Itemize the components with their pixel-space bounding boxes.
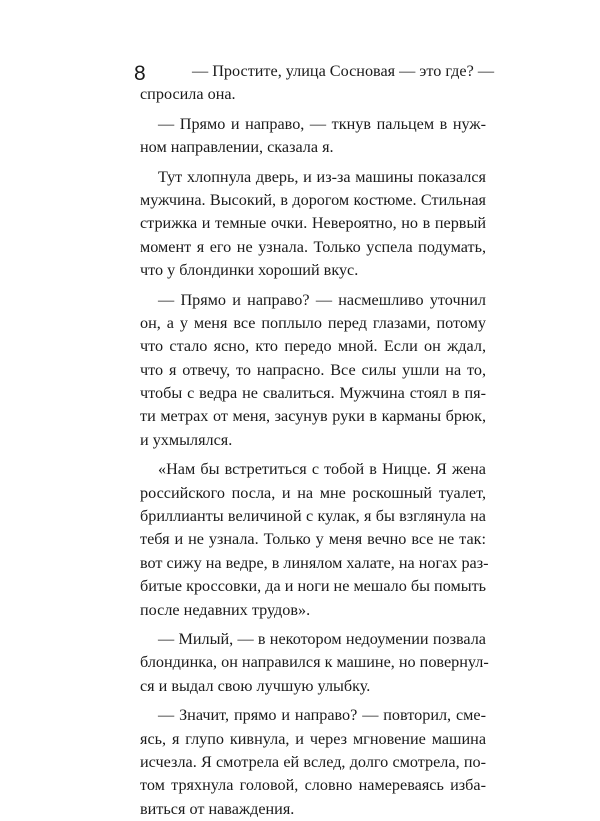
text-line: — Милый, — в некотором недоумении позвала — [158, 629, 486, 648]
text-line: и ухмылялся. — [140, 430, 233, 449]
text-line: вот сижу на ведре, в линялом халате, на ногах раз- — [140, 553, 489, 572]
text-line: тебя и не узнала. Только у меня вечно все не так: — [140, 530, 486, 549]
text-line: российского посла, и на мне роскошный туалет, — [140, 483, 486, 502]
page-number: 8 — [134, 62, 146, 85]
text-line: что я отвечу, то напрасно. Все силы ушли на то, — [140, 360, 486, 379]
text-line: блондинка, он направился к машине, но повернул- — [140, 653, 489, 672]
paragraph-6 — [140, 628, 489, 698]
paragraph-5 — [140, 458, 489, 622]
text-line: ном направлении, сказала я. — [140, 138, 334, 157]
text-line: — Простите, улица Сосновая — это где? — — [192, 62, 495, 80]
body-text — [140, 60, 495, 821]
text-line: Тут хлопнула дверь, и из-за машины показался — [158, 167, 486, 186]
paragraph-1 — [140, 60, 495, 107]
text-line: стрижка и темные очки. Невероятно, но в первый — [140, 214, 486, 233]
paragraph-7 — [140, 704, 486, 821]
text-line: мужчина. Высокий, в дорогом костюме. Стильная — [140, 190, 486, 209]
paragraph-2 — [140, 113, 486, 160]
text-line: после недавних трудов». — [140, 600, 311, 619]
paragraph-4 — [140, 289, 486, 453]
text-line: — Прямо и направо? — насмешливо уточнил — [158, 290, 486, 309]
text-line: ти метрах от меня, засунув руки в карманы брюк, — [140, 407, 486, 426]
text-line: ся и выдал свою лучшую улыбку. — [140, 676, 371, 695]
text-line: бриллианты величиной с кулак, я бы взглянула на — [140, 507, 486, 526]
text-line: «Нам бы встретиться с тобой в Ницце. Я жена — [158, 460, 486, 479]
text-line: спросила она. — [140, 85, 236, 104]
text-line: виться от наваждения. — [140, 799, 295, 818]
text-line: — Значит, прямо и направо? — повторил, сме- — [158, 706, 486, 725]
text-line: исчезла. Я смотрела ей вслед, долго смотрела, по- — [140, 752, 486, 771]
text-line: ясь, я глупо кивнула, и через мгновение машина — [140, 729, 486, 748]
text-line: чтобы с ведра не свалиться. Мужчина стоял в пя- — [140, 384, 486, 403]
text-line: том тряхнула головой, словно намереваясь избa- — [140, 776, 486, 795]
text-line: битые кроссовки, да и ноги не мешало бы помыть — [140, 577, 487, 596]
paragraph-3 — [140, 166, 486, 283]
text-line: — Прямо и направо, — ткнув пальцем в нуж- — [158, 114, 486, 133]
text-line: что у блондинки хороший вкус. — [140, 261, 359, 280]
text-line: момент я его не узнала. Только успела подумать, — [140, 237, 486, 256]
text-line: он, а у меня все поплыло перед глазами, потому — [140, 313, 486, 332]
text-line: что стало ясно, кто передо мной. Если он ждал, — [140, 337, 486, 356]
